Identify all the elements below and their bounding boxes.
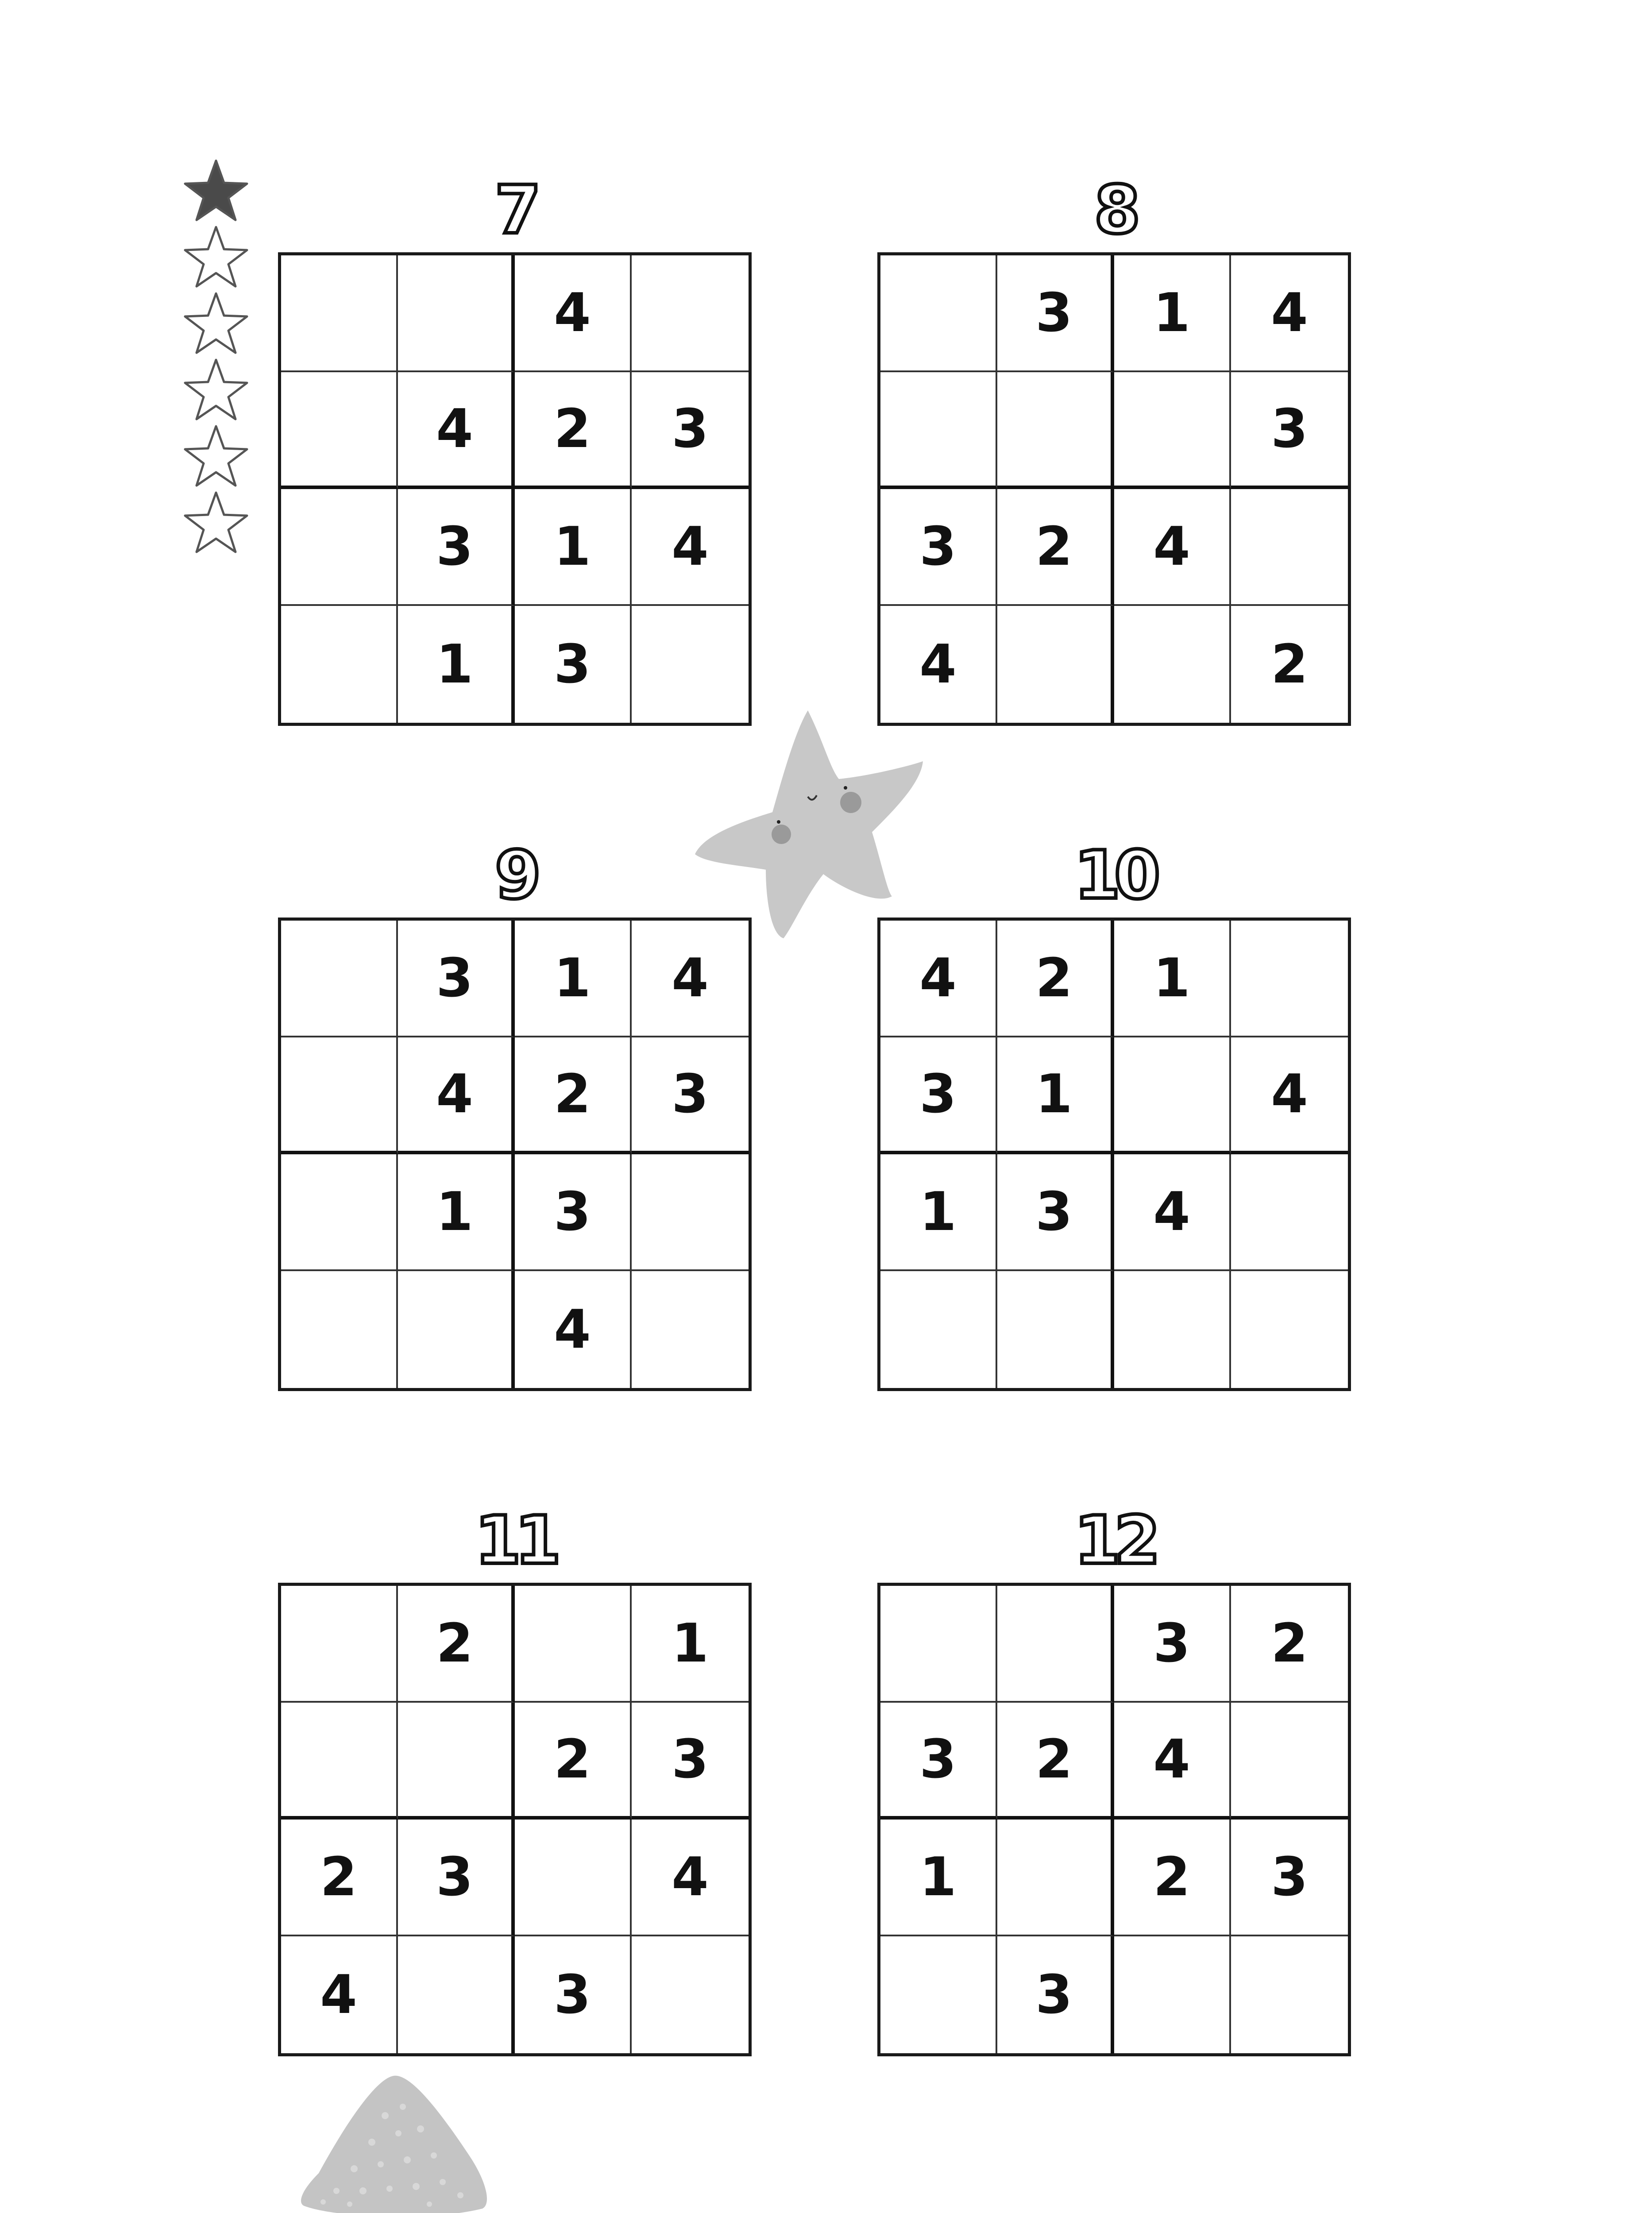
empty-star-icon (181, 224, 251, 290)
empty-cell[interactable] (281, 921, 398, 1037)
empty-cell[interactable] (281, 1703, 398, 1820)
given-cell: 2 (515, 1703, 632, 1820)
given-cell: 4 (398, 1037, 515, 1154)
given-cell: 4 (632, 921, 749, 1037)
sudoku-grid (877, 918, 1351, 1391)
empty-cell[interactable] (281, 1271, 398, 1388)
empty-cell[interactable] (1231, 1936, 1348, 2053)
puzzle-number: 12 (1074, 1502, 1154, 1579)
given-cell: 2 (515, 1037, 632, 1154)
empty-cell[interactable] (1231, 1271, 1348, 1388)
empty-cell[interactable] (281, 372, 398, 489)
given-cell: 2 (997, 489, 1114, 606)
empty-cell[interactable] (997, 372, 1114, 489)
empty-cell[interactable] (1114, 1037, 1231, 1154)
given-cell: 2 (1114, 1820, 1231, 1936)
empty-cell[interactable] (515, 1586, 632, 1703)
given-cell: 3 (632, 372, 749, 489)
empty-cell[interactable] (281, 489, 398, 606)
empty-cell[interactable] (1231, 1154, 1348, 1271)
given-cell: 3 (515, 1154, 632, 1271)
empty-cell[interactable] (515, 1820, 632, 1936)
given-cell: 4 (632, 1820, 749, 1936)
given-cell: 3 (1231, 372, 1348, 489)
empty-star-icon (181, 489, 251, 555)
given-cell: 3 (398, 489, 515, 606)
puzzle-number: 9 (494, 837, 535, 914)
given-cell: 1 (880, 1154, 997, 1271)
given-cell: 1 (1114, 255, 1231, 372)
empty-cell[interactable] (880, 1936, 997, 2053)
empty-cell[interactable] (880, 1586, 997, 1703)
empty-cell[interactable] (880, 372, 997, 489)
given-cell: 4 (1114, 1154, 1231, 1271)
empty-cell[interactable] (281, 1586, 398, 1703)
given-cell: 4 (515, 1271, 632, 1388)
given-cell: 3 (880, 1703, 997, 1820)
given-cell: 2 (997, 1703, 1114, 1820)
given-cell: 2 (1271, 633, 1308, 695)
given-cell: 2 (997, 921, 1114, 1037)
empty-star-icon (181, 423, 251, 489)
empty-cell[interactable] (281, 606, 398, 723)
given-cell: 2 (1231, 1586, 1348, 1703)
given-cell: 3 (632, 1703, 749, 1820)
given-cell: 3 (632, 1037, 749, 1154)
filled-star-icon (181, 157, 251, 224)
given-cell: 1 (515, 921, 632, 1037)
sudoku-grid (877, 252, 1351, 726)
sudoku-grid (877, 1583, 1351, 2056)
given-cell: 1 (515, 489, 632, 606)
puzzle-number: 7 (494, 172, 535, 249)
given-cell: 4 (880, 921, 997, 1037)
empty-cell[interactable] (1114, 372, 1231, 489)
given-cell: 3 (1114, 1586, 1231, 1703)
puzzle-number: 8 (1094, 172, 1135, 249)
smiling-star-icon (691, 702, 930, 941)
given-cell: 4 (281, 1936, 398, 2053)
empty-star-icon (181, 290, 251, 356)
empty-cell[interactable] (1114, 606, 1231, 723)
empty-cell[interactable] (880, 255, 997, 372)
sudoku-grid (278, 1583, 752, 2056)
empty-cell[interactable] (398, 255, 515, 372)
empty-cell[interactable] (1231, 489, 1348, 606)
given-cell: 4 (1114, 489, 1231, 606)
mushroom-icon (297, 2071, 496, 2213)
given-cell: 4 (1231, 255, 1348, 372)
empty-cell[interactable] (281, 1154, 398, 1271)
given-cell: 3 (515, 1936, 632, 2053)
empty-cell[interactable] (281, 1037, 398, 1154)
empty-cell[interactable] (398, 1271, 515, 1388)
empty-cell[interactable] (281, 255, 398, 372)
empty-cell[interactable] (1114, 1936, 1231, 2053)
given-cell: 1 (1114, 921, 1231, 1037)
given-cell: 3 (1231, 1820, 1348, 1936)
empty-cell[interactable] (880, 1271, 997, 1388)
empty-cell[interactable] (398, 1936, 515, 2053)
given-cell: 4 (515, 255, 632, 372)
given-cell: 3 (880, 489, 997, 606)
given-cell: 4 (1114, 1703, 1231, 1820)
given-cell: 4 (398, 372, 515, 489)
given-cell: 2 (281, 1820, 398, 1936)
empty-cell[interactable] (1114, 1271, 1231, 1388)
empty-cell[interactable] (997, 1820, 1114, 1936)
given-cell: 3 (398, 1820, 515, 1936)
empty-star-icon (181, 356, 251, 423)
empty-cell[interactable] (632, 255, 749, 372)
empty-cell[interactable] (632, 1271, 749, 1388)
empty-cell[interactable] (997, 606, 1114, 723)
given-cell: 3 (997, 255, 1114, 372)
empty-cell[interactable] (1231, 1703, 1348, 1820)
empty-cell[interactable] (997, 1586, 1114, 1703)
given-cell: 3 (880, 1037, 997, 1154)
sudoku-grid (278, 252, 752, 726)
empty-cell[interactable] (632, 1154, 749, 1271)
empty-cell[interactable] (1231, 921, 1348, 1037)
empty-cell[interactable] (632, 1936, 749, 2053)
given-cell: 1 (632, 1586, 749, 1703)
given-cell: 1 (880, 1820, 997, 1936)
given-cell: 3 (515, 606, 632, 723)
given-cell: 4 (632, 489, 749, 606)
empty-cell[interactable] (997, 1271, 1114, 1388)
given-cell: 3 (997, 1154, 1114, 1271)
given-cell: 1 (398, 1154, 515, 1271)
puzzle-number: 11 (475, 1502, 555, 1579)
given-cell: 4 (1231, 1037, 1348, 1154)
given-cell: 1 (997, 1037, 1114, 1154)
given-cell: 1 (398, 606, 515, 723)
puzzle-number: 10 (1074, 837, 1154, 914)
given-cell: 3 (398, 921, 515, 1037)
given-cell: 2 (398, 1586, 515, 1703)
difficulty-rating (181, 157, 251, 555)
empty-cell[interactable] (398, 1703, 515, 1820)
sudoku-grid (278, 918, 752, 1391)
given-cell: 2 (515, 372, 632, 489)
given-cell: 3 (997, 1936, 1114, 2053)
given-cell: 4 (880, 606, 997, 723)
